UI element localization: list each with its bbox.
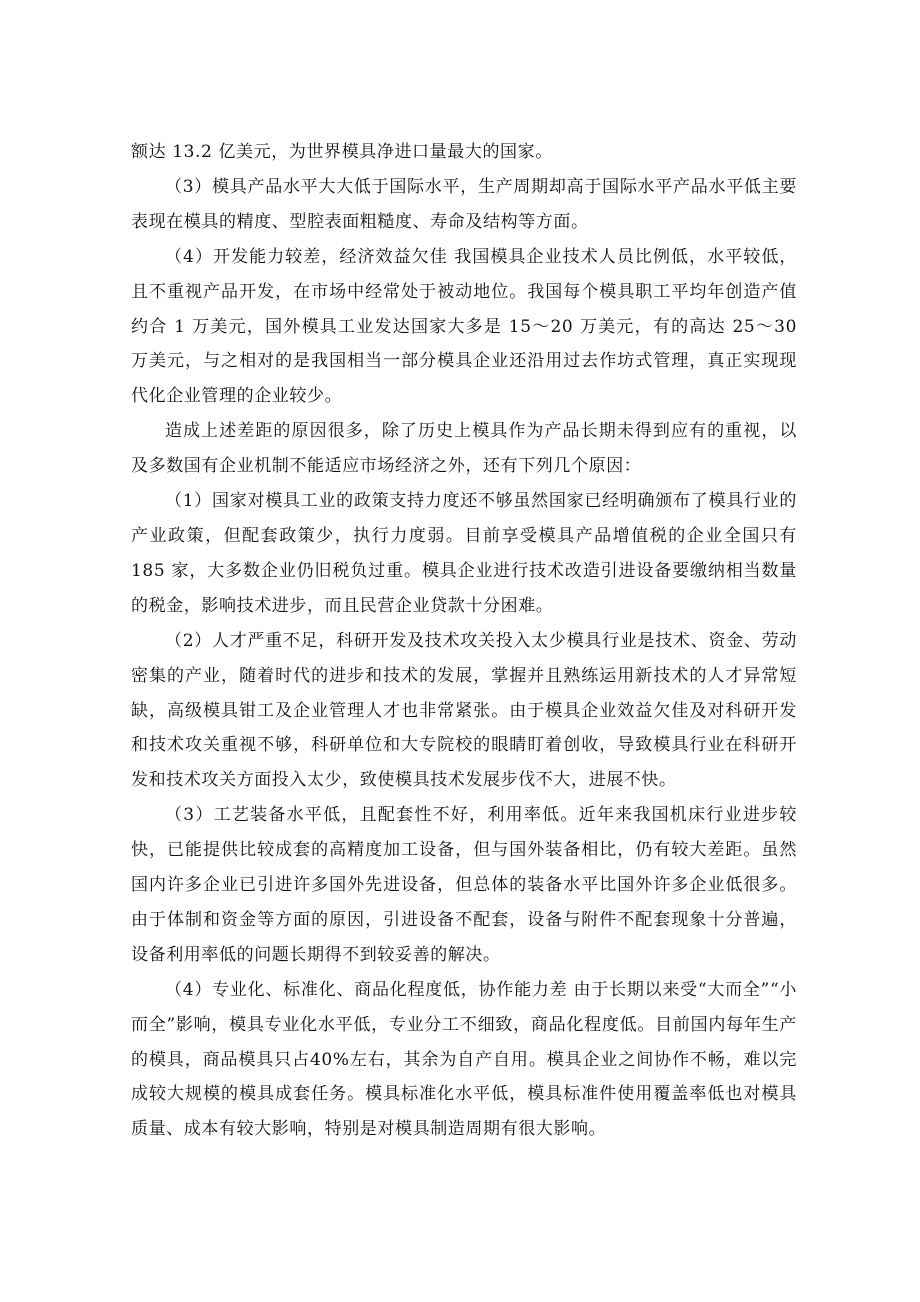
paragraph-cause-3: （3）工艺装备水平低，且配套性不好，利用率低。近年来我国机床行业进步较快，已能提供比较成套的高精度加工设备，但与国外装备相比，仍有较大差距。虽然国内许多企业已引进许多国外先进设备，但总体的装备水平比国外许多企业低很多。由于体制和资金等方面的原因，引进设备不配套，设备与附件不配套现象十分普遍，设备利用率低的问题长期得不到较妥善的解决。 [131,805,797,965]
paragraph-gap-3: （3）模具产品水平大大低于国际水平，生产周期却高于国际水平产品水平低主要表现在模具的精度、型腔表面粗糙度、寿命及结构等方面。 [131,176,797,232]
paragraph-gap-4: （4）开发能力较差，经济效益欠佳 我国模具企业技术人员比例低，水平较低，且不重视产品开发，在市场中经常处于被动地位。我国每个模具职工平均年创造产值约合 1 万美元，国外模具工业发达国家大多是 15～20 万美元，有的高达 25～30 万美元，与之相对的是我国相当一部分模具企业还沿用过去作坊式管理，真正实现现代化企业管理的企业较少。 [131,246,797,407]
paragraph-cause-2: （2）人才严重不足，科研开发及技术攻关投入太少模具行业是技术、资金、劳动密集的产业，随着时代的进步和技术的发展，掌握并且熟练运用新技术的人才异常短缺，高级模具钳工及企业管理人才也非常紧张。由于模具企业效益欠佳及对科研开发和技术攻关重视不够，科研单位和大专院校的眼睛盯着创收，导致模具行业在科研开发和技术攻关方面投入太少，致使模具技术发展步伐不大，进展不快。 [131,630,797,791]
paragraph-cause-4: （4）专业化、标准化、商品化程度低，协作能力差 由于长期以来受“大而全”“小而全”影响，模具专业化水平低，专业分工不细致，商品化程度低。目前国内每年生产的模具，商品模具只占40%左右，其余为自产自用。模具企业之间协作不畅，难以完成较大规模的模具成套任务。模具标准化水平低，模具标准件使用覆盖率低也对模具质量、成本有较大影响，特别是对模具制造周期有很大影响。 [131,979,797,1140]
paragraph-causes-intro: 造成上述差距的原因很多，除了历史上模具作为产品长期未得到应有的重视，以及多数国有企业机制不能适应市场经济之外，还有下列几个原因： [131,421,797,477]
body-text [131,135,797,1147]
paragraph-cause-1: （1）国家对模具工业的政策支持力度还不够虽然国家已经明确颁布了模具行业的产业政策，但配套政策少，执行力度弱。目前享受模具产品增值税的企业全国只有 185 家，大多数企业仍旧税负过重。模具企业进行技术改造引进设备要缴纳相当数量的税金，影响技术进步，而且民营企业贷款十分困难。 [131,491,797,616]
paragraph-continuation: 额达 13.2 亿美元，为世界模具净进口量最大的国家。 [131,142,553,162]
